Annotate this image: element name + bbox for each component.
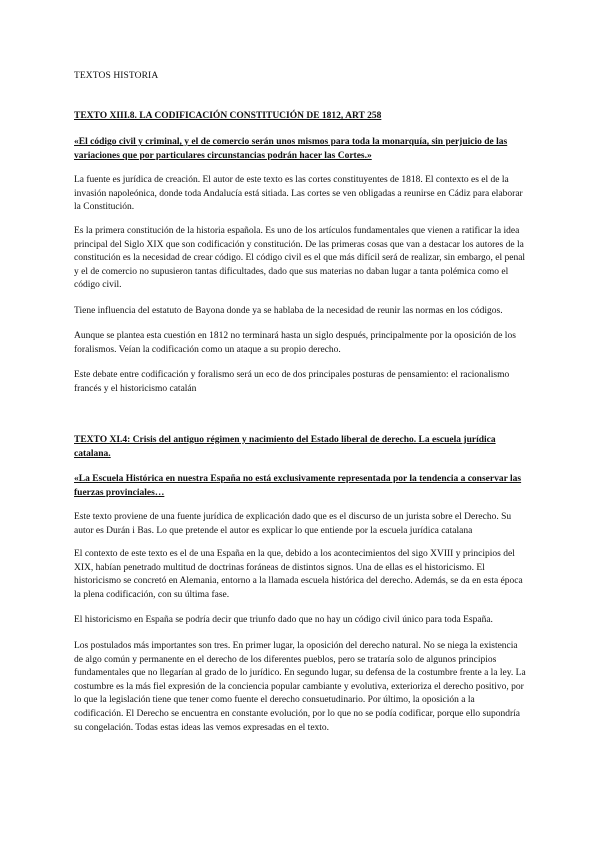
paragraph: El contexto de este texto es el de una España en la que, debido a los acontecimientos del sigo XVIII y principios del XIX, habían penetrado multitud de doctrinas foráneas de distintos signos. Una de ellas es el historicismo. El historicismo se concretó en Alemania, entorno a la llamada escuela histórica del derecho. Además, se da en esta época la plena codificación, con su última fase. (74, 549, 523, 600)
paragraph: Es la primera constitución de la historia española. Es uno de los artículos fundamentales que vienen a ratificar la idea principal del Siglo XIX que son codificación y constitución. De las primeras cosas que van a destacar los autores de la constitución es la necesidad de crear código. El código civil es el que más difícil será de realizar, sin embargo, el penal y el de comercio no supusieron tantas dificultades, dado que sus materias no daban lugar a tanta polémica como el código civil. (74, 226, 526, 291)
paragraph: Aunque se plantea esta cuestión en 1812 no terminará hasta un siglo después, principalmente por la oposición de los foralismos. Veían la codificación como un ataque a su propio derecho. (74, 331, 516, 355)
section-heading-codificacion: TEXTO XIII.8. LA CODIFICACIÓN CONSTITUCIÓN DE 1812, ART 258 (74, 111, 382, 121)
document-title: TEXTOS HISTORIA (74, 71, 159, 81)
paragraph: Los postulados más importantes son tres. En primer lugar, la oposición del derecho natural. No se niega la existencia de algo común y permanente en el derecho de los diferentes pueblos, pero se trataría solo de algunos principios fundamentales que no llegarían al grado de lo jurídico. En segundo lugar, su defensa de la costumbre frente a la ley. La costumbre es la más fiel expresión de la conciencia popular cambiante y evolutiva, exterioriza el derecho positivo, por lo que la legislación tiene que tener como fuente el derecho consuetudinario. Por último, la oposición a la codificación. El Derecho se encuentra en constante evolución, por lo que no se podía codificar, porque ello supondría su congelación. Todas estas ideas las vemos expresadas en el texto. (74, 641, 526, 733)
section-quote-escuela-catalana: «La Escuela Histórica en nuestra España no está exclusivamente representada por la tendencia a conservar las fuerzas provinciales… (74, 474, 522, 498)
paragraph: La fuente es jurídica de creación. El autor de este texto es las cortes constituyentes de 1818. El contexto es el de la invasión napoleónica, donde toda Andalucía está sitiada. Las cortes se ven obligadas a reunirse en Cádiz para elaborar la Constitución. (74, 175, 523, 213)
paragraph: Este texto proviene de una fuente jurídica de explicación dado que es el discurso de un jurista sobre el Derecho. Su autor es Durán i Bas. Lo que pretende el autor es explicar lo que entiende por la escuela jurídica catalana (74, 512, 512, 536)
section-heading-escuela-catalana: TEXTO XI.4: Crisis del antiguo régimen y nacimiento del Estado liberal de derecho. La escuela jurídica catalana. (74, 435, 496, 459)
section-quote-codificacion: «El código civil y criminal, y el de comercio serán unos mismos para toda la monarquía, sin perjuicio de las variaciones que por particulares circunstancias podrán hacer las Cortes.» (74, 137, 508, 161)
paragraph: Este debate entre codificación y foralismo será un eco de dos principales posturas de pensamiento: el racionalismo francés y el historicismo catalán (74, 370, 510, 394)
paragraph: El historicismo en España se podría decir que triunfo dado que no hay un código civil único para toda España. (74, 615, 493, 625)
paragraph: Tiene influencia del estatuto de Bayona donde ya se hablaba de la necesidad de reunir las normas en los códigos. (74, 306, 503, 316)
